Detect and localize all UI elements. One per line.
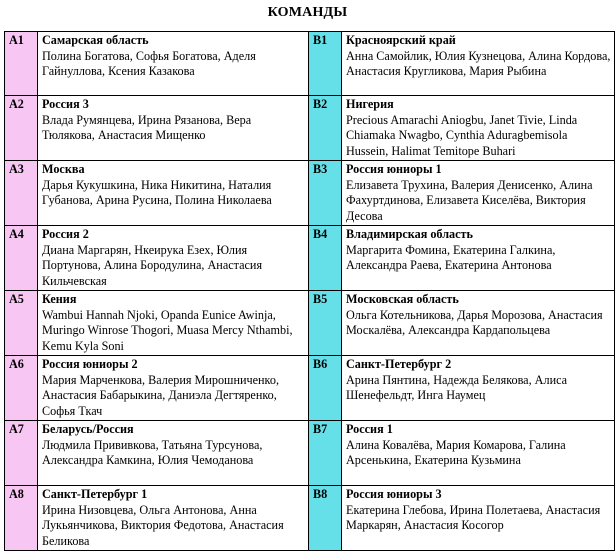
group-a-team [38, 161, 309, 226]
team-players: Полина Богатова, Софья Богатова, Аделя Гайнуллова, Ксения Казакова [42, 48, 256, 79]
group-a-code: A7 [5, 421, 38, 486]
table-row [5, 161, 615, 226]
team-name: Красноярский край [346, 33, 456, 47]
group-a-team [38, 226, 309, 291]
team-players: Диана Маргарян, Нкеирука Езех, Юлия Портунова, Алина Бородулина, Анастасия Кильчевская [42, 242, 263, 289]
team-players: Влада Румянцева, Ирина Рязанова, Вера Тюлякова, Анастасия Мищенко [42, 112, 252, 143]
team-name: Санкт-Петербург 2 [346, 357, 452, 371]
page-title: КОМАНДЫ [267, 5, 348, 20]
group-a-code: A4 [5, 226, 38, 291]
group-b-code: B7 [309, 421, 342, 486]
group-a-code: A2 [5, 96, 38, 161]
team-players: Анна Самойлик, Юлия Кузнецова, Алина Кордова, Анастасия Кругликова, Мария Рыбина [346, 48, 611, 79]
group-a-team [38, 356, 309, 421]
group-a-code: A8 [5, 486, 38, 551]
team-name: Россия юниоры 3 [346, 487, 442, 501]
team-name: Нигерия [346, 97, 394, 111]
group-b-code: B1 [309, 32, 342, 96]
team-players: Екатерина Глебова, Ирина Полетаева, Анастасия Маркарян, Анастасия Косогор [346, 502, 601, 533]
team-name: Беларусь/Россия [42, 422, 134, 436]
group-b-team [342, 356, 615, 421]
team-name: Москва [42, 162, 85, 176]
team-players: Мария Марченкова, Валерия Мирошниченко, Анастасия Бабарыкина, Даниэла Дегтяренко, Софья Ткач [42, 372, 279, 419]
group-a-code: A5 [5, 291, 38, 356]
group-a-code: A6 [5, 356, 38, 421]
table-row [5, 32, 615, 96]
team-players: Маргарита Фомина, Екатерина Галкина, Александра Раева, Екатерина Антонова [346, 242, 556, 273]
team-players: Алина Ковалёва, Мария Комарова, Галина Арсенькина, Екатерина Кузьмина [346, 437, 566, 468]
group-b-code: B6 [309, 356, 342, 421]
group-b-code: B4 [309, 226, 342, 291]
group-b-team [342, 421, 615, 486]
table-row [5, 291, 615, 356]
team-players: Дарья Кукушкина, Ника Никитина, Наталия Губанова, Арина Русина, Полина Николаева [42, 177, 272, 208]
team-name: Россия 2 [42, 227, 89, 241]
group-b-team [342, 161, 615, 226]
group-b-team [342, 291, 615, 356]
group-b-team [342, 226, 615, 291]
table-row [5, 421, 615, 486]
team-name: Самарская область [42, 33, 149, 47]
table-row [5, 226, 615, 291]
table-row [5, 486, 615, 551]
team-name: Кения [42, 292, 77, 306]
group-b-team [342, 486, 615, 551]
team-players: Wambui Hannah Njoki, Opanda Eunice Awinja, Muringo Winrose Thogori, Muasa Mercy Nthambi, Kemu Kyla Soni [42, 307, 293, 354]
table-row [5, 96, 615, 161]
team-name: Санкт-Петербург 1 [42, 487, 148, 501]
team-name: Московская область [346, 292, 459, 306]
team-players: Ирина Низовцева, Ольга Антонова, Анна Лукьянчикова, Виктория Федотова, Анастасия Беликова [42, 502, 284, 549]
team-players: Елизавета Трухина, Валерия Денисенко, Алина Фахуртдинова, Елизавета Киселёва, Виктория Десова [346, 177, 593, 224]
team-players: Арина Пянтина, Надежда Белякова, Алиса Шенефельдт, Инга Наумец [346, 372, 568, 403]
team-players: Ольга Котельникова, Дарья Морозова, Анастасия Москалёва, Александра Кардапольцева [346, 307, 603, 338]
team-name: Россия 1 [346, 422, 393, 436]
group-b-code: B2 [309, 96, 342, 161]
team-name: Россия юниоры 1 [346, 162, 442, 176]
team-name: Россия юниоры 2 [42, 357, 138, 371]
group-a-team [38, 32, 309, 96]
group-a-team [38, 486, 309, 551]
team-name: Россия 3 [42, 97, 89, 111]
group-a-team [38, 96, 309, 161]
table-row [5, 356, 615, 421]
team-players: Людмила Прививкова, Татьяна Турсунова, Александра Камкина, Юлия Чемоданова [42, 437, 263, 468]
group-b-team [342, 96, 615, 161]
group-b-code: B8 [309, 486, 342, 551]
group-a-team [38, 421, 309, 486]
teams-table [4, 31, 615, 551]
group-b-code: B5 [309, 291, 342, 356]
group-a-code: A3 [5, 161, 38, 226]
team-players: Precious Amarachi Aniogbu, Janet Tivie, Linda Chiamaka Nwagbo, Cynthia Aduragbemisola Hussein, Halimat Temitope Buhari [346, 112, 578, 159]
group-b-team [342, 32, 615, 96]
group-b-code: B3 [309, 161, 342, 226]
group-a-code: A1 [5, 32, 38, 96]
team-name: Владимирская область [346, 227, 473, 241]
group-a-team [38, 291, 309, 356]
